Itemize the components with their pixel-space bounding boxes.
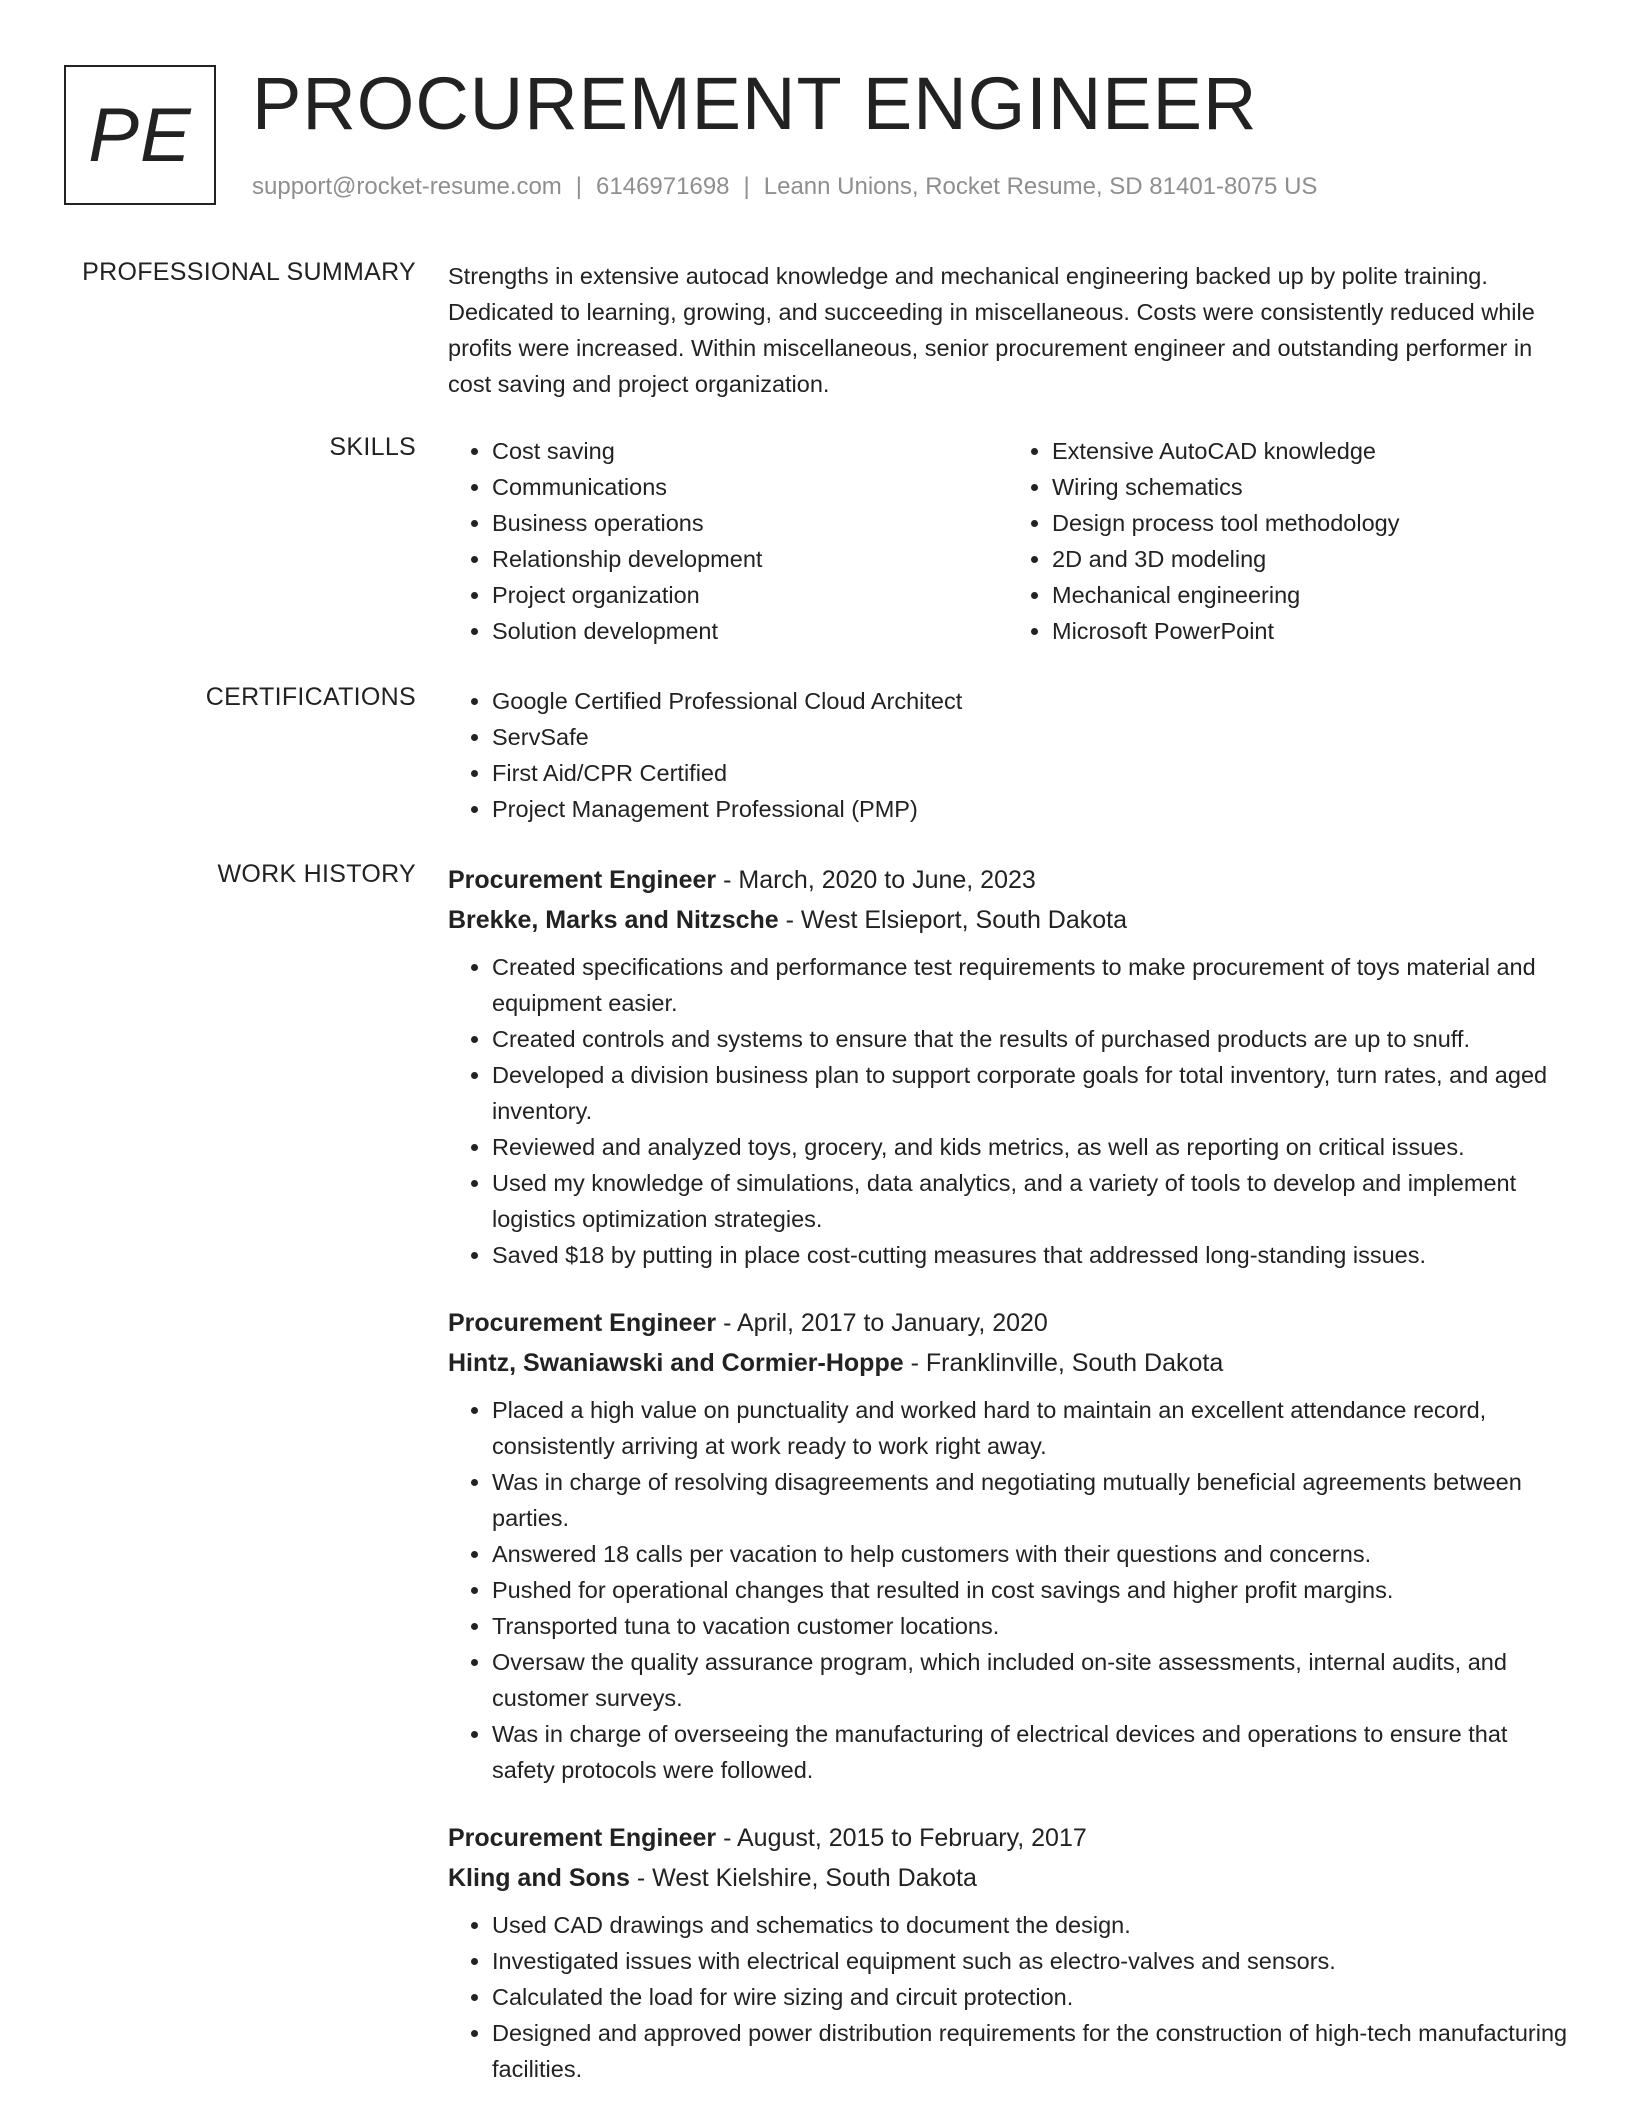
list-item: • First Aid/CPR Certified (492, 755, 1568, 791)
list-item: • Used CAD drawings and schematics to document the design. (492, 1907, 1568, 1943)
list-item: • Created controls and systems to ensure that the results of purchased products are up to snuff. (492, 1021, 1568, 1057)
list-item: • ServSafe (492, 719, 1568, 755)
job-entry (448, 1303, 1568, 1788)
job-company: Hintz, Swaniawski and Cormier-Hoppe (448, 1349, 904, 1377)
job-company: Kling and Sons (448, 1864, 630, 1892)
job-title-line (448, 860, 1568, 900)
list-item: • Reviewed and analyzed toys, grocery, and kids metrics, as well as reporting on critical issues. (492, 1129, 1568, 1165)
summary-text: Strengths in extensive autocad knowledge and mechanical engineering backed up by polite training. Dedicated to learning, growing, and succeeding in miscellaneous. Costs were consistently reduced while profits were increased. Within miscellaneous, senior procurement engineer and outstanding performer in cost saving and project organization. (448, 263, 1535, 397)
list-item: • Developed a division business plan to support corporate goals for total inventory, turn rates, and aged inventory. (492, 1057, 1568, 1129)
list-item: • Designed and approved power distribution requirements for the construction of high-tech manufacturing facilities. (492, 2015, 1568, 2087)
list-item: • Google Certified Professional Cloud Architect (492, 683, 1568, 719)
contact-line (252, 173, 1317, 201)
list-item: • Communications (492, 469, 1008, 505)
list-item: • Saved $18 by putting in place cost-cutting measures that addressed long-standing issues. (492, 1237, 1568, 1273)
contact-separator: | (743, 173, 750, 200)
job-title: Procurement Engineer (448, 866, 717, 894)
skills-columns (448, 433, 1568, 649)
section-label-summary: PROFESSIONAL SUMMARY (82, 258, 416, 286)
job-location: - Franklinville, South Dakota (910, 1349, 1224, 1377)
list-item: • Oversaw the quality assurance program, which included on-site assessments, internal audits, and customer surveys. (492, 1644, 1568, 1716)
job-title-line (448, 1303, 1568, 1343)
list-item: • Was in charge of resolving disagreements and negotiating mutually beneficial agreements between parties. (492, 1464, 1568, 1536)
list-item: • 2D and 3D modeling (1052, 541, 1568, 577)
list-item: • Mechanical engineering (1052, 577, 1568, 613)
job-title: Procurement Engineer (448, 1824, 717, 1852)
list-item: • Answered 18 calls per vacation to help customers with their questions and concerns. (492, 1536, 1568, 1572)
list-item: • Investigated issues with electrical equipment such as electro-valves and sensors. (492, 1943, 1568, 1979)
contact-address: Leann Unions, Rocket Resume, SD 81401-8075 US (763, 173, 1318, 200)
job-entry (448, 1818, 1568, 2087)
page-title: PROCUREMENT ENGINEER (252, 62, 1258, 145)
job-bullets (448, 1907, 1568, 2087)
list-item: • Design process tool methodology (1052, 505, 1568, 541)
job-company-line (448, 1343, 1568, 1383)
job-bullets (448, 949, 1568, 1273)
skills-list-right (1008, 433, 1568, 649)
job-title-line (448, 1818, 1568, 1858)
list-item: • Solution development (492, 613, 1008, 649)
section-label-certifications: CERTIFICATIONS (205, 683, 416, 711)
list-item: • Project Management Professional (PMP) (492, 791, 1568, 827)
job-entry (448, 860, 1568, 1273)
list-item: • Used my knowledge of simulations, data analytics, and a variety of tools to develop and implement logistics optimization strategies. (492, 1165, 1568, 1237)
job-title: Procurement Engineer (448, 1309, 717, 1337)
job-company: Brekke, Marks and Nitzsche (448, 906, 779, 934)
list-item: • Microsoft PowerPoint (1052, 613, 1568, 649)
contact-phone: 6146971698 (596, 173, 730, 200)
monogram-box: PE (64, 65, 216, 205)
section-label-work-history: WORK HISTORY (217, 860, 416, 888)
job-dates: - August, 2015 to February, 2017 (723, 1824, 1087, 1852)
list-item: • Calculated the load for wire sizing and circuit protection. (492, 1979, 1568, 2015)
list-item: • Cost saving (492, 433, 1008, 469)
list-item: • Extensive AutoCAD knowledge (1052, 433, 1568, 469)
list-item: • Business operations (492, 505, 1008, 541)
job-location: - West Kielshire, South Dakota (636, 1864, 977, 1892)
list-item: • Project organization (492, 577, 1008, 613)
list-item: • Relationship development (492, 541, 1008, 577)
resume-header (64, 62, 1584, 215)
list-item: • Wiring schematics (1052, 469, 1568, 505)
list-item: • Created specifications and performance test requirements to make procurement of toys material and equipment easier. (492, 949, 1568, 1021)
job-company-line (448, 900, 1568, 940)
job-bullets (448, 1392, 1568, 1788)
list-item: • Pushed for operational changes that resulted in cost savings and higher profit margins. (492, 1572, 1568, 1608)
job-dates: - March, 2020 to June, 2023 (723, 866, 1036, 894)
job-dates: - April, 2017 to January, 2020 (723, 1309, 1048, 1337)
section-label-skills: SKILLS (329, 433, 416, 461)
list-item: • Transported tuna to vacation customer locations. (492, 1608, 1568, 1644)
skills-list-left (448, 433, 1008, 649)
contact-separator: | (575, 173, 583, 200)
list-item: • Was in charge of overseeing the manufacturing of electrical devices and operations to ensure that safety protocols were followed. (492, 1716, 1568, 1788)
job-company-line (448, 1858, 1568, 1898)
job-location: - West Elsieport, South Dakota (785, 906, 1128, 934)
work-history-body (448, 860, 1568, 2117)
contact-email: support@rocket-resume.com (252, 173, 562, 200)
certifications-list (448, 683, 1568, 827)
certifications-body (448, 683, 1568, 827)
list-item: • Placed a high value on punctuality and worked hard to maintain an excellent attendance record, consistently arriving at work ready to work right away. (492, 1392, 1568, 1464)
